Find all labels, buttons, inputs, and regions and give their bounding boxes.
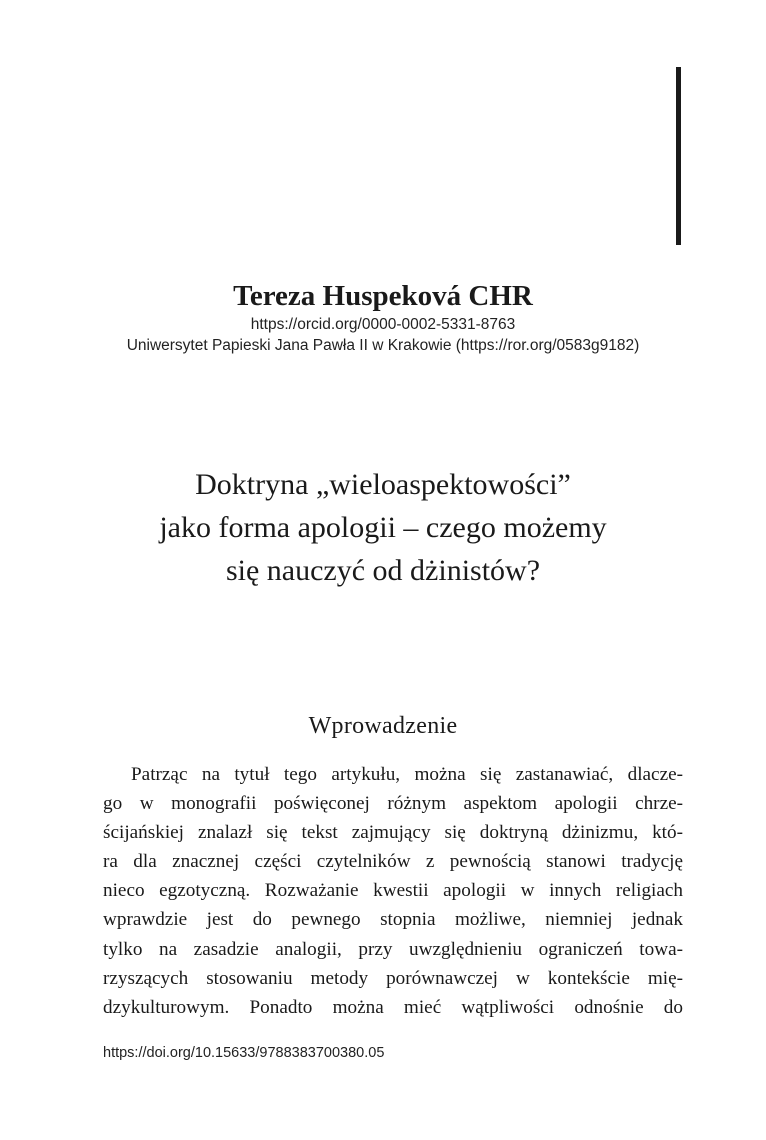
doi-link[interactable]: https://doi.org/10.15633/9788383700380.05	[103, 1045, 385, 1061]
article-title	[60, 463, 706, 592]
paragraph-line: rzyszących stosowaniu metody porównawczej w kontekście mię-	[103, 967, 683, 989]
article-title-line: się nauczyć od dżinistów?	[225, 554, 541, 587]
body-paragraph	[103, 760, 683, 1022]
article-title-line: jako forma apologii – czego możemy	[159, 511, 607, 544]
author-block	[0, 278, 766, 356]
article-title-line: Doktryna „wieloaspektowości”	[195, 468, 571, 501]
author-orcid-link[interactable]: https://orcid.org/0000-0002-5331-8763	[250, 316, 516, 333]
paragraph-line: go w monografii poświęconej różnym aspektom apologii chrze-	[103, 793, 683, 815]
paragraph-line: dzykulturowym. Ponadto można mieć wątpliwości odnośnie do	[103, 996, 683, 1018]
author-name: Tereza Huspeková CHR	[233, 280, 533, 312]
paragraph-line: ra dla znacznej części czytelników z pewnością stanowi tradycję	[103, 851, 683, 873]
margin-bar	[676, 67, 681, 245]
paragraph-line: nieco egzotyczną. Rozważanie kwestii apologii w innych religiach	[103, 880, 683, 902]
paragraph-line: Patrząc na tytuł tego artykułu, można się zastanawiać, dlacze-	[131, 764, 683, 785]
paragraph-line: wprawdzie jest do pewnego stopnia możliwe, niemniej jednak	[103, 909, 683, 931]
section-heading: Wprowadzenie	[308, 713, 458, 739]
paragraph-line: tylko na zasadzie analogii, przy uwzględnieniu ograniczeń towa-	[103, 938, 683, 960]
paragraph-line: ścijańskiej znalazł się tekst zajmujący się doktryną dżinizmu, któ-	[103, 822, 683, 844]
author-affiliation: Uniwersytet Papieski Jana Pawła II w Krakowie (https://ror.org/0583g9182)	[126, 337, 640, 354]
